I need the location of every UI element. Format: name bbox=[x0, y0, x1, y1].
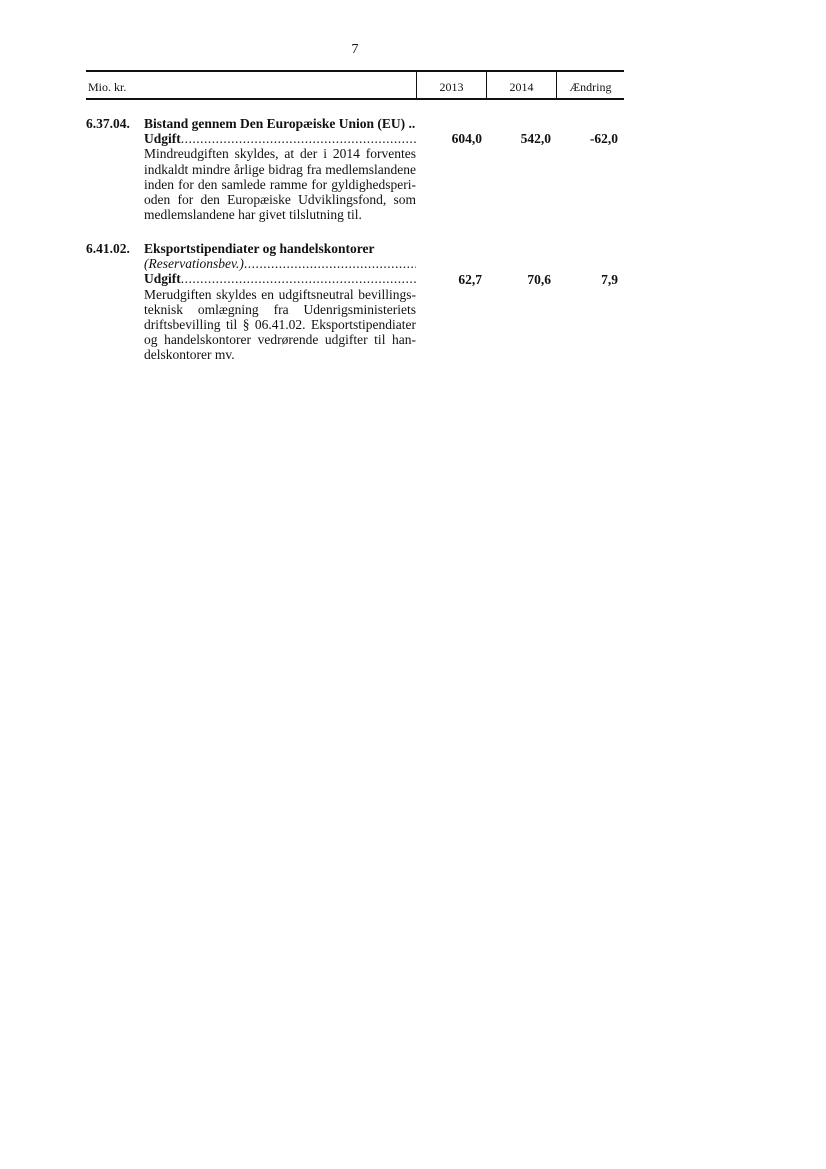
entry-title: Eksportstipendiater og handelskontorer bbox=[144, 241, 375, 256]
value-change: 7,9 bbox=[601, 272, 618, 287]
page-number: 7 bbox=[351, 42, 359, 57]
value-2013: 62,7 bbox=[458, 272, 482, 287]
entry-body bbox=[144, 116, 416, 222]
expense-label: Udgift bbox=[144, 271, 181, 287]
value-2013: 604,0 bbox=[451, 131, 482, 146]
expense-label: Udgift bbox=[144, 131, 181, 147]
expense-line bbox=[144, 271, 416, 286]
subtitle-line bbox=[144, 256, 416, 271]
entry-body bbox=[144, 241, 416, 363]
unit-label: Mio. kr. bbox=[88, 80, 127, 94]
column-2013: 2013 bbox=[416, 72, 486, 98]
table-header bbox=[86, 70, 624, 100]
column-change: Ændring bbox=[556, 72, 624, 98]
entry-description: Merudgiften skyldes en udgiftsneutral bevillings-teknisk omlægning fra Udenrigsministeriets driftsbevilling til § 06.41.02. Eksportstipendiater og handelskontorer vedrørende udgifter til han-delskontorer mv. bbox=[144, 286, 416, 363]
entry-title: Bistand gennem Den Europæiske Union (EU) .. bbox=[144, 116, 416, 131]
expense-line bbox=[144, 131, 416, 146]
column-2014: 2014 bbox=[486, 72, 556, 98]
value-2014: 542,0 bbox=[520, 131, 551, 146]
entry-subtitle: (Reservationsbev.) bbox=[144, 256, 244, 272]
entry-code: 6.41.02. bbox=[86, 241, 130, 256]
dot-leader bbox=[244, 256, 416, 271]
entry-description: Mindreudgiften skyldes, at der i 2014 forventes indkaldt mindre årlige bidrag fra medlemslandene inden for den samlede ramme for gyldighedsperi-oden for den Europæiske Udviklingsfond, som medlemslandene har givet tilslutning til. bbox=[144, 146, 416, 223]
value-2014: 70,6 bbox=[527, 272, 551, 287]
value-change: -62,0 bbox=[589, 131, 618, 146]
dot-leader bbox=[181, 131, 416, 146]
entry-code: 6.37.04. bbox=[86, 116, 130, 131]
dot-leader bbox=[181, 271, 416, 286]
